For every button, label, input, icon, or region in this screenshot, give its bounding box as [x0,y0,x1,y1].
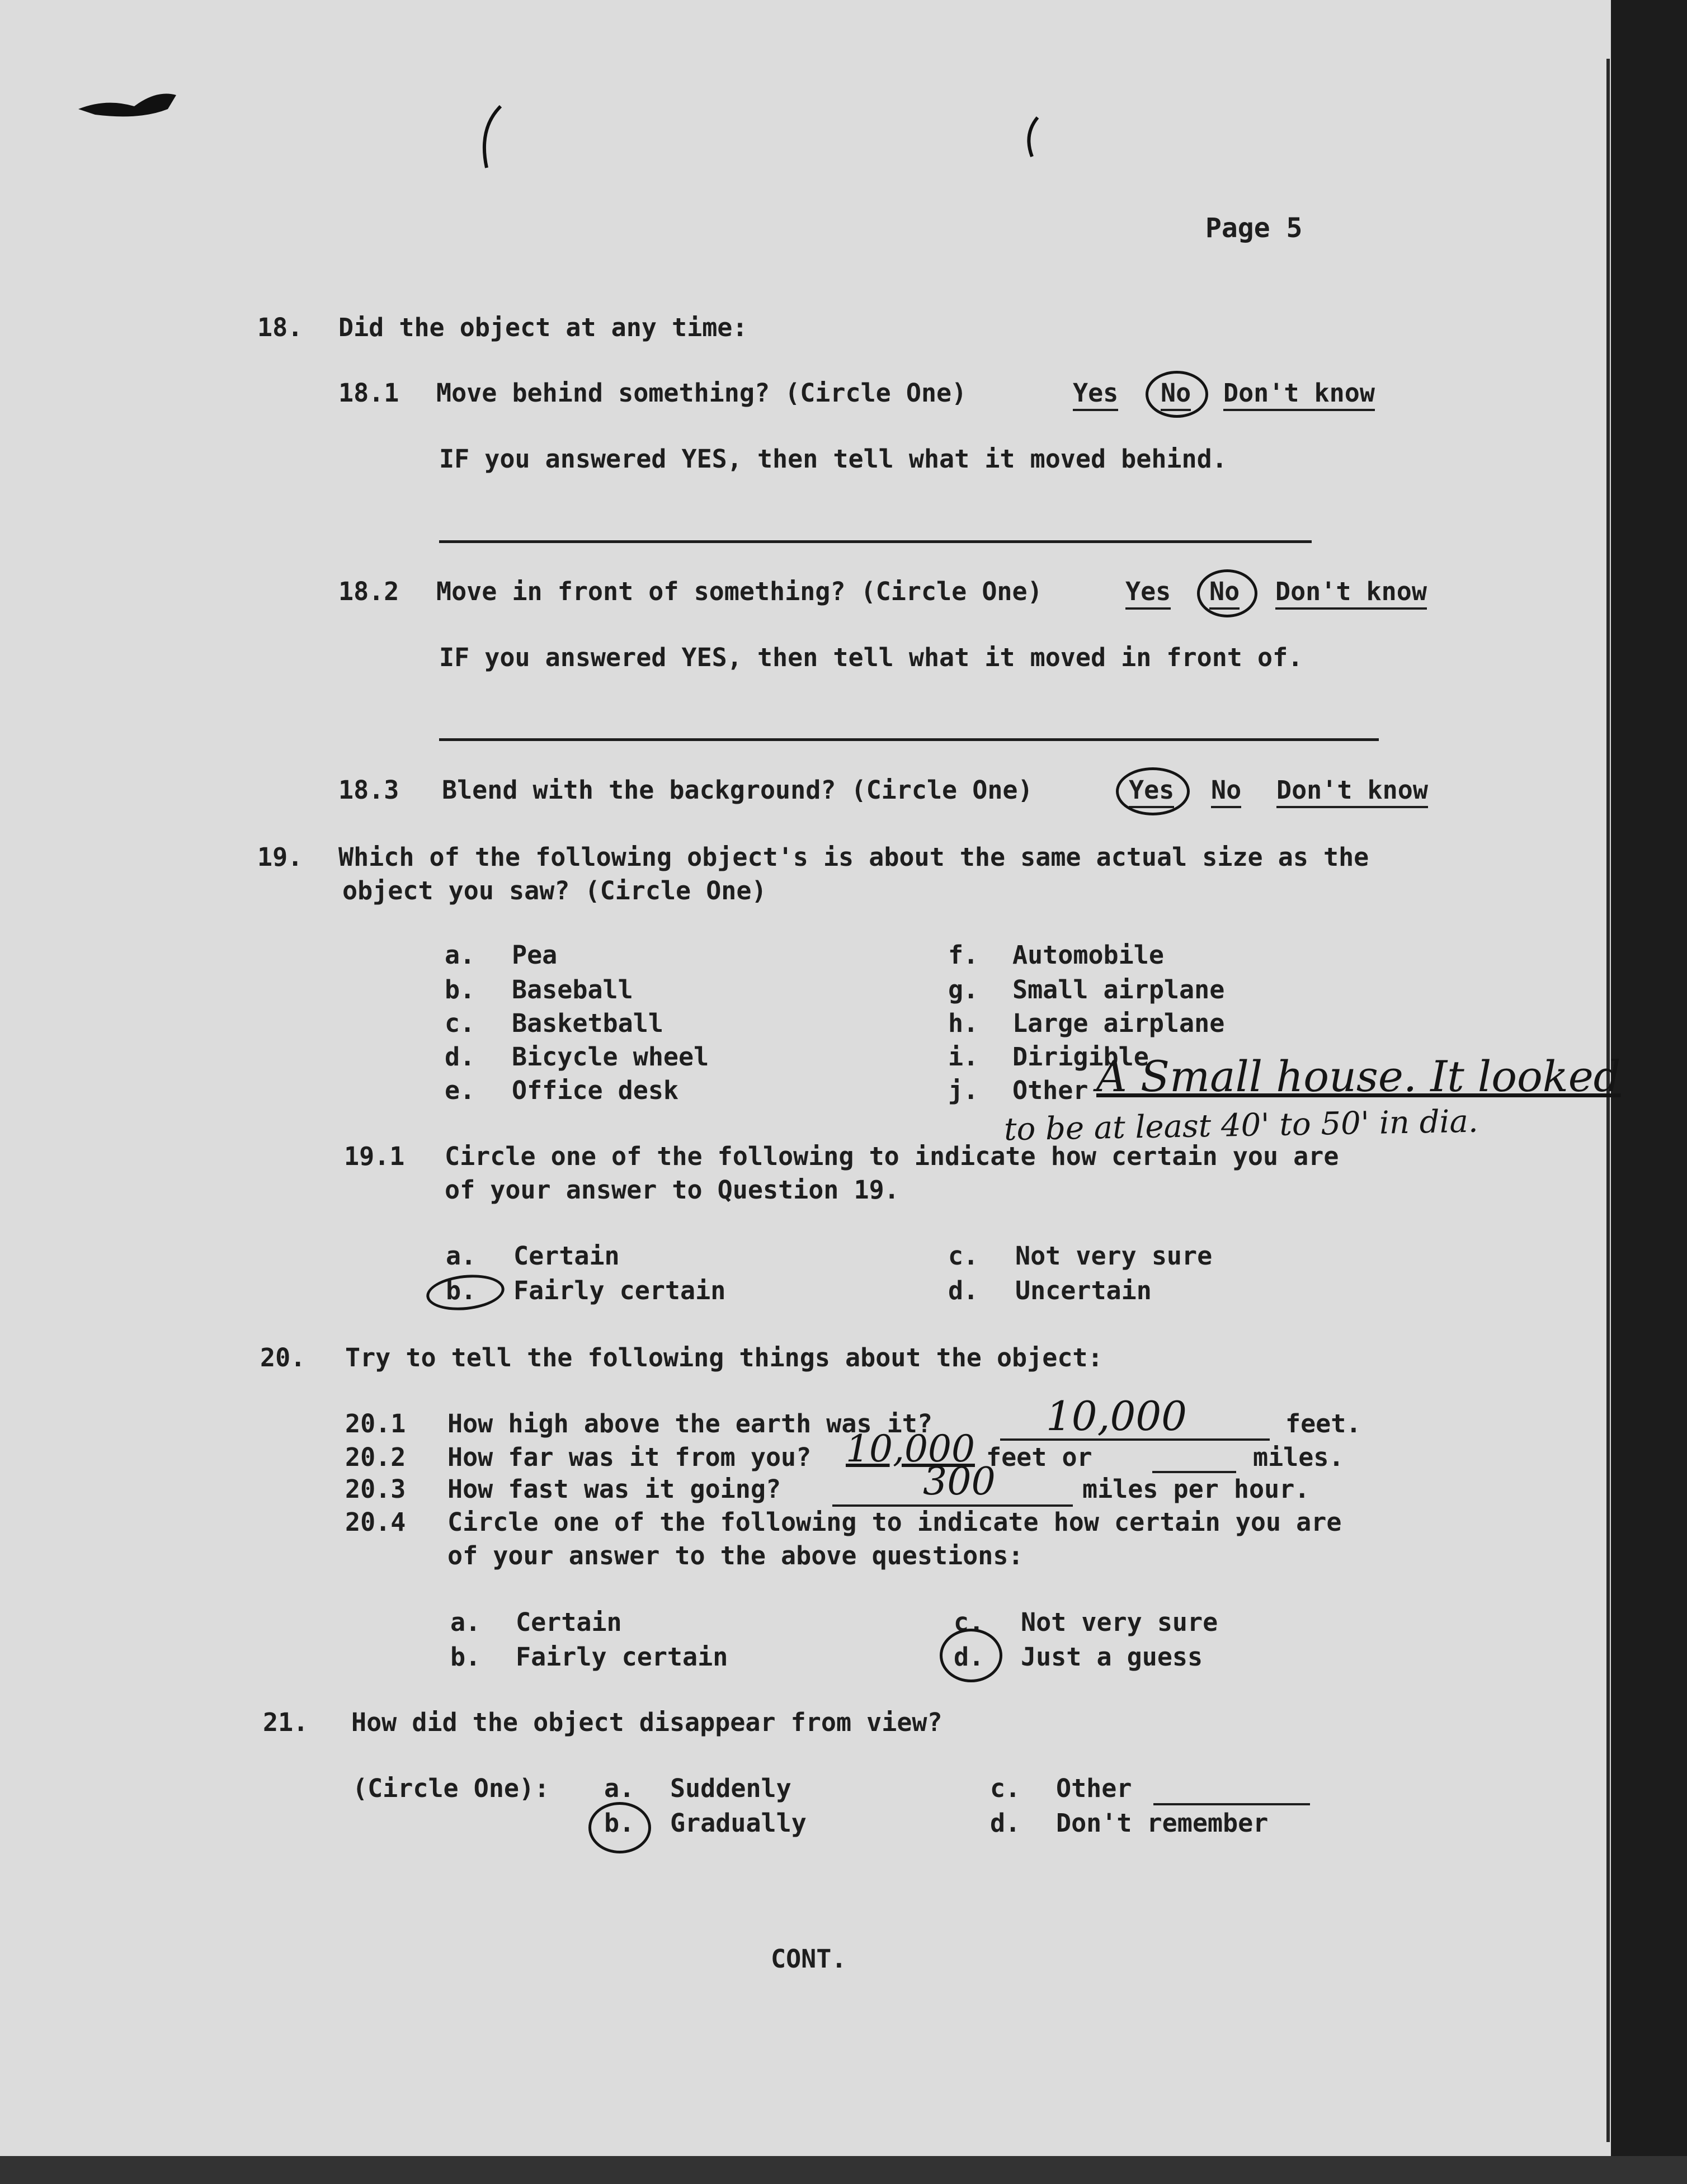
question-21-selection-circle [588,1802,651,1853]
question-21-option-label[interactable]: Suddenly [670,1773,791,1803]
question-20-4-prompt-line1: Circle one of the following to indicate how certain you are [447,1507,1342,1537]
question-18-2-yes[interactable]: Yes [1125,576,1171,610]
question-18-1-followup: IF you answered YES, then tell what it moved behind. [439,444,1227,474]
question-21-option-letter: b. [604,1808,635,1838]
question-18-2-followup: IF you answered YES, then tell what it moved in front of. [439,643,1303,672]
question-20-3-answer[interactable]: 300 [923,1460,996,1504]
question-18-number: 18. [257,313,303,342]
question-19-1-option-letter: d. [948,1276,979,1305]
question-20-3-number: 20.3 [345,1474,406,1504]
question-19-option-label[interactable]: Baseball [512,975,633,1004]
question-18-prompt: Did the object at any time: [338,313,748,342]
question-21-option-letter: c. [990,1773,1021,1803]
question-20-3-unit: miles per hour. [1082,1474,1310,1504]
question-19-option-label[interactable]: Dirigible [1012,1042,1149,1072]
question-19-option-label[interactable]: Large airplane [1012,1008,1225,1038]
question-21-prompt: How did the object disappear from view? [351,1707,943,1737]
question-19-option-label[interactable]: Office desk [512,1076,679,1105]
question-19-option-letter: j. [948,1076,979,1105]
question-18-1-yes[interactable]: Yes [1073,378,1118,411]
question-19-option-letter: b. [445,975,475,1004]
question-18-3-no[interactable]: No [1211,775,1241,808]
question-21-option-label[interactable]: Gradually [670,1808,807,1838]
question-19-option-letter: h. [948,1008,979,1038]
question-19-option-label[interactable]: Bicycle wheel [512,1042,709,1072]
question-20-2-unit2: miles. [1253,1442,1344,1472]
question-18-1-dont-know[interactable]: Don't know [1223,378,1375,411]
question-21-option-label[interactable]: Don't remember [1056,1808,1269,1838]
question-19-1-prompt-line2: of your answer to Question 19. [445,1175,899,1205]
question-18-2-no[interactable]: No [1209,576,1240,610]
question-21-option-label[interactable]: Other [1056,1773,1132,1803]
question-18-2-text: Move in front of something? (Circle One) [436,577,1043,606]
question-18-2-selection-circle [1197,569,1257,617]
question-19-1-option-label[interactable]: Fairly certain [513,1276,726,1305]
question-19-option-letter: f. [948,940,979,970]
question-19-number: 19. [257,842,303,872]
question-19-1-prompt-line1: Circle one of the following to indicate how certain you are [445,1141,1339,1171]
question-20-4-option-label[interactable]: Not very sure [1021,1607,1218,1637]
question-20-4-selection-circle [940,1629,1002,1682]
question-18-3-number: 18.3 [338,775,399,805]
question-20-4-option-letter: c. [954,1607,984,1637]
question-20-4-number: 20.4 [345,1507,406,1537]
bracket-mark-left [470,101,515,179]
question-19-1-option-label[interactable]: Not very sure [1015,1241,1213,1271]
question-19-option-letter: c. [445,1008,475,1038]
question-19-option-letter: a. [445,940,475,970]
question-19-option-label[interactable]: Small airplane [1012,975,1225,1004]
page-edge-bottom [0,2156,1687,2184]
question-21-option-letter: d. [990,1808,1021,1838]
question-19-1-option-letter: a. [446,1241,477,1271]
question-21-circle-label: (Circle One): [352,1773,550,1803]
question-18-3-dont-know[interactable]: Don't know [1276,775,1428,808]
question-20-2-number: 20.2 [345,1442,406,1472]
question-20-4-option-label[interactable]: Just a guess [1021,1642,1203,1672]
question-20-4-prompt-line2: of your answer to the above questions: [447,1541,1024,1570]
question-18-1-text: Move behind something? (Circle One) [436,378,967,408]
question-18-2-number: 18.2 [338,577,399,606]
question-20-1-answer[interactable]: 10,000 [1046,1393,1187,1440]
question-19-1-option-label[interactable]: Uncertain [1015,1276,1152,1305]
question-18-1-no[interactable]: No [1161,378,1191,411]
question-20-4-option-label[interactable]: Fairly certain [516,1642,728,1672]
question-19-option-letter: i. [948,1042,979,1072]
question-20-4-option-letter: b. [450,1642,481,1672]
question-21-other-blank[interactable] [1153,1774,1310,1805]
question-18-2-dont-know[interactable]: Don't know [1275,576,1427,610]
question-20-2-answer[interactable]: 10,000 [846,1427,975,1470]
question-20-4-option-label[interactable]: Certain [516,1607,622,1637]
question-18-3-selection-circle [1116,767,1190,815]
question-20-4-option-letter: d. [954,1642,984,1672]
question-19-prompt-line2: object you saw? (Circle One) [342,876,767,905]
question-18-1-answer-line[interactable] [439,540,1312,543]
question-19-option-label[interactable]: Pea [512,940,558,970]
question-19-option-label[interactable]: Other [1012,1076,1088,1105]
question-21-number: 21. [263,1707,309,1737]
question-19-option-letter: e. [445,1076,475,1105]
question-19-1-number: 19.1 [344,1141,405,1171]
question-19-other-answer-line1[interactable]: A Small house. It looked [1096,1051,1621,1101]
question-18-2-answer-line[interactable] [439,738,1379,741]
question-19-option-letter: d. [445,1042,475,1072]
question-21-option-letter: a. [604,1773,635,1803]
bracket-mark-right [1015,112,1049,168]
question-19-option-letter: g. [948,975,979,1004]
question-19-other-answer-line2[interactable]: to be at least 40' to 50' in dia. [1003,1103,1479,1148]
question-18-1-number: 18.1 [338,378,399,408]
question-19-1-option-letter: c. [948,1241,979,1271]
question-20-4-option-letter: a. [450,1607,481,1637]
question-18-3-yes[interactable]: Yes [1129,775,1174,808]
page-number: Page 5 [1205,213,1303,244]
question-19-option-label[interactable]: Automobile [1012,940,1164,970]
question-18-1-selection-circle [1146,371,1208,418]
question-18-3-text: Blend with the background? (Circle One) [442,775,1033,805]
ink-blot-mark [73,67,196,134]
question-20-prompt: Try to tell the following things about the object: [345,1343,1103,1372]
question-19-1-option-letter: b. [446,1276,477,1305]
question-20-2-text: How far was it from you? [447,1442,812,1472]
question-20-1-unit: feet. [1285,1409,1361,1438]
question-20-3-text: How fast was it going? [447,1474,781,1504]
question-20-number: 20. [260,1343,306,1372]
question-19-prompt-line1: Which of the following object's is about the same actual size as the [338,842,1369,872]
question-20-1-text: How high above the earth was it? [447,1409,932,1438]
question-19-option-label[interactable]: Basketball [512,1008,663,1038]
question-20-1-number: 20.1 [345,1409,406,1438]
question-20-2-miles-blank[interactable] [1152,1443,1236,1473]
question-19-1-option-label[interactable]: Certain [513,1241,620,1271]
question-20-2-unit1: feet or [986,1442,1092,1472]
continued-footer: CONT. [771,1944,847,1974]
